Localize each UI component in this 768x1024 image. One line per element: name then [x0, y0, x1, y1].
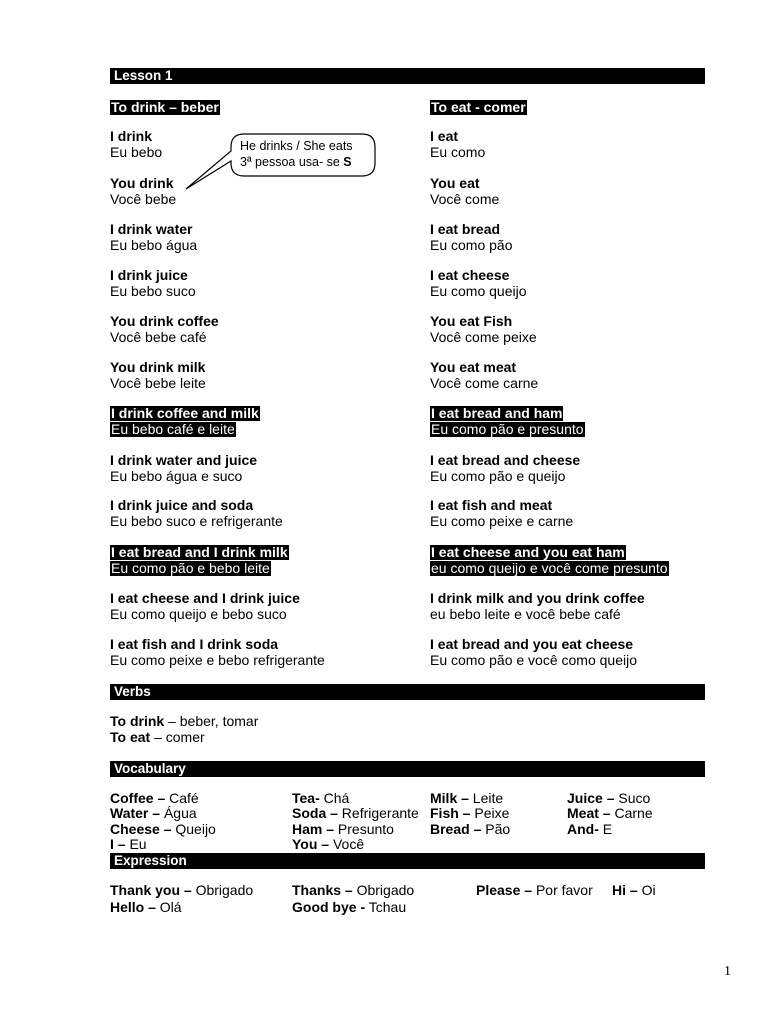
- vocab-portuguese: Queijo: [171, 820, 216, 837]
- expression-english: Thank you –: [110, 882, 192, 898]
- phrase-portuguese: Você bebe café: [110, 328, 207, 345]
- speech-bubble: [230, 133, 376, 177]
- phrase-portuguese: [430, 561, 669, 577]
- expression-english: Hi –: [612, 882, 638, 898]
- vocab-english: Fish –: [430, 805, 471, 822]
- vocab-english: Ham –: [292, 820, 335, 837]
- vocab-portuguese: Leite: [468, 790, 504, 806]
- phrase-english: I drink milk and you drink coffee: [430, 590, 645, 606]
- phrase-portuguese: Você come peixe: [430, 328, 537, 345]
- vocab-portuguese: E: [598, 820, 613, 837]
- phrase-english: I eat bread and you eat cheese: [430, 636, 634, 652]
- expression-english: Hello –: [110, 898, 156, 915]
- phrase-portuguese: Eu como: [430, 143, 486, 160]
- vocab-item: [567, 806, 653, 822]
- phrase-english: I drink water: [110, 221, 193, 237]
- phrase-english: You drink milk: [110, 359, 206, 375]
- vocab-item: [430, 791, 503, 807]
- bubble-line2-bold: S: [343, 155, 352, 169]
- phrase-portuguese: Eu como pão: [430, 236, 513, 253]
- phrase-english: You eat Fish: [430, 313, 513, 329]
- vocab-item: [430, 806, 509, 822]
- expression-item: [292, 883, 414, 899]
- expression-portuguese: Por favor: [532, 882, 593, 898]
- phrase-portuguese: Eu como peixe e carne: [430, 512, 574, 529]
- phrase-english-text: I drink coffee and milk: [111, 405, 259, 421]
- phrase-pair: [430, 453, 580, 484]
- vocab-portuguese: Eu: [125, 835, 147, 852]
- phrase-pair: [430, 222, 513, 253]
- phrase-portuguese: Você bebe: [110, 190, 177, 207]
- vocabulary-title: Vocabulary: [114, 761, 186, 776]
- vocab-english: I –: [110, 835, 126, 852]
- expression-english: Good bye -: [292, 898, 366, 915]
- phrase-english: I eat cheese: [430, 267, 510, 283]
- verb-english: To eat: [110, 729, 151, 745]
- expression-english: Thanks –: [292, 882, 353, 898]
- phrase-pair: [430, 129, 485, 160]
- vocab-portuguese: Carne: [610, 805, 653, 822]
- vocab-item: [567, 822, 612, 838]
- expression-bar: [110, 853, 705, 869]
- phrase-english: I eat bread and cheese: [430, 452, 581, 468]
- verb-portuguese: – comer: [150, 729, 205, 745]
- phrase-english: [110, 406, 260, 422]
- vocab-item: [110, 837, 147, 853]
- verb-english: To drink: [110, 713, 165, 729]
- phrase-english: You eat meat: [430, 359, 517, 375]
- phrase-portuguese-text: Eu como pão e bebo leite: [111, 559, 270, 576]
- phrase-pair: [110, 268, 196, 299]
- vocab-item: [110, 791, 199, 807]
- vocab-english: Coffee –: [110, 790, 166, 806]
- vocab-english: Bread –: [430, 820, 482, 837]
- phrase-english: You eat: [430, 175, 480, 191]
- expression-english: Please –: [476, 882, 533, 898]
- phrase-pair: [110, 314, 219, 345]
- phrase-english: You drink: [110, 175, 174, 191]
- phrase-portuguese-text: Eu como pão e presunto: [431, 420, 584, 437]
- phrase-pair: [430, 176, 499, 207]
- phrase-pair: [110, 453, 257, 484]
- phrase-portuguese: Eu como queijo e bebo suco: [110, 605, 287, 622]
- phrase-portuguese: Você come carne: [430, 374, 539, 391]
- vocab-item: [110, 822, 216, 838]
- phrase-portuguese: [110, 561, 289, 577]
- expression-portuguese: Obrigado: [352, 882, 415, 898]
- phrase-pair: [430, 591, 645, 622]
- phrase-english: [430, 545, 669, 561]
- phrase-english: [430, 406, 585, 422]
- phrase-english-text: I eat cheese and you eat ham: [431, 544, 625, 560]
- phrase-portuguese: Eu bebo: [110, 143, 163, 160]
- speech-bubble-text: [240, 138, 353, 170]
- phrase-pair: [430, 360, 538, 391]
- phrase-pair: [110, 176, 176, 207]
- vocab-portuguese: Refrigerante: [337, 805, 419, 822]
- phrase-pair: [430, 268, 527, 299]
- phrase-pair: [110, 129, 162, 160]
- phrase-pair: [430, 406, 585, 437]
- phrase-pair: [430, 314, 537, 345]
- phrase-portuguese: [110, 422, 260, 438]
- expression-portuguese: Obrigado: [191, 882, 254, 898]
- vocab-portuguese: Você: [329, 835, 365, 852]
- phrase-english-text: I eat bread and ham: [431, 405, 563, 421]
- left-heading-text: To drink – beber: [111, 99, 219, 115]
- left-heading: [110, 99, 220, 115]
- phrase-portuguese: Eu como peixe e bebo refrigerante: [110, 651, 325, 668]
- vocab-english: Meat –: [567, 805, 611, 822]
- page-number: 1: [724, 964, 731, 979]
- phrase-portuguese: Você bebe leite: [110, 374, 206, 391]
- phrase-english: I eat bread: [430, 221, 501, 237]
- phrase-pair: [110, 498, 283, 529]
- vocab-item: [292, 822, 394, 838]
- vocab-english: You –: [292, 835, 330, 852]
- phrase-portuguese: Eu bebo suco: [110, 282, 196, 299]
- vocabulary-bar: [110, 761, 705, 777]
- phrase-english: I eat: [430, 128, 459, 144]
- phrase-portuguese: eu bebo leite e você bebe café: [430, 605, 621, 622]
- phrase-english: I drink juice and soda: [110, 497, 254, 513]
- vocab-item: [292, 791, 349, 807]
- phrase-pair: [110, 360, 206, 391]
- bubble-line1: He drinks / She eats: [240, 139, 353, 153]
- phrase-portuguese: Você come: [430, 190, 500, 207]
- right-heading: [430, 99, 527, 115]
- phrase-english: I drink: [110, 128, 153, 144]
- vocab-item: [430, 822, 510, 838]
- phrase-english: You drink coffee: [110, 313, 219, 329]
- phrase-portuguese: Eu bebo água: [110, 236, 198, 253]
- vocab-item: [292, 837, 364, 853]
- phrase-pair: [430, 545, 669, 576]
- phrase-portuguese: Eu bebo água e suco: [110, 467, 243, 484]
- vocab-portuguese: Presunto: [334, 820, 394, 837]
- phrase-pair: [110, 406, 260, 437]
- vocab-portuguese: Pão: [481, 820, 511, 837]
- expression-portuguese: Tchau: [365, 898, 407, 915]
- verbs-bar: [110, 684, 705, 700]
- bubble-line2-text: 3ª pessoa usa- se: [240, 155, 344, 169]
- expression-portuguese: Olá: [155, 898, 182, 915]
- verb-item: [110, 714, 258, 730]
- phrase-pair: [110, 637, 325, 668]
- phrase-pair: [110, 222, 197, 253]
- expression-item: [110, 883, 253, 899]
- expression-item: [476, 883, 593, 899]
- phrase-english: I drink water and juice: [110, 452, 258, 468]
- phrase-english: I eat fish and meat: [430, 497, 553, 513]
- phrase-portuguese: Eu como pão e você como queijo: [430, 651, 638, 668]
- phrase-portuguese: Eu como pão e queijo: [430, 467, 566, 484]
- vocab-portuguese: Peixe: [470, 805, 510, 822]
- phrase-portuguese: Eu como queijo: [430, 282, 527, 299]
- vocab-english: Cheese –: [110, 820, 172, 837]
- vocab-english: And-: [567, 820, 599, 837]
- vocab-item: [567, 791, 650, 807]
- vocab-item: [110, 806, 197, 822]
- phrase-pair: [110, 545, 289, 576]
- vocab-portuguese: Café: [165, 790, 199, 806]
- verbs-title: Verbs: [114, 684, 151, 699]
- phrase-english: [110, 545, 289, 561]
- vocab-english: Water –: [110, 805, 161, 822]
- vocab-item: [292, 806, 419, 822]
- vocab-portuguese: Água: [160, 805, 197, 822]
- vocab-english: Tea-: [292, 790, 320, 806]
- lesson-title: Lesson 1: [114, 68, 173, 83]
- verb-item: [110, 730, 205, 746]
- lesson-title-bar: [110, 68, 705, 84]
- phrase-pair: [430, 498, 573, 529]
- verb-portuguese: – beber, tomar: [164, 713, 259, 729]
- expression-item: [292, 900, 406, 916]
- phrase-english-text: I eat bread and I drink milk: [111, 544, 288, 560]
- bubble-line2: [240, 154, 353, 170]
- phrase-portuguese: Eu bebo suco e refrigerante: [110, 512, 283, 529]
- phrase-portuguese-text: eu como queijo e você come presunto: [431, 559, 668, 576]
- expression-portuguese: Oi: [637, 882, 656, 898]
- phrase-english: I eat fish and I drink soda: [110, 636, 279, 652]
- vocab-english: Juice –: [567, 790, 615, 806]
- expression-item: [110, 900, 182, 916]
- vocab-portuguese: Suco: [614, 790, 651, 806]
- vocab-portuguese: Chá: [319, 790, 350, 806]
- phrase-portuguese-text: Eu bebo café e leite: [111, 420, 235, 437]
- phrase-pair: [430, 637, 637, 668]
- phrase-portuguese: [430, 422, 585, 438]
- phrase-pair: [110, 591, 300, 622]
- phrase-english: I drink juice: [110, 267, 188, 283]
- expression-title: Expression: [114, 853, 187, 868]
- right-heading-text: To eat - comer: [431, 99, 526, 115]
- vocab-english: Soda –: [292, 805, 338, 822]
- vocab-english: Milk –: [430, 790, 469, 806]
- phrase-english: I eat cheese and I drink juice: [110, 590, 300, 606]
- expression-item: [612, 883, 656, 899]
